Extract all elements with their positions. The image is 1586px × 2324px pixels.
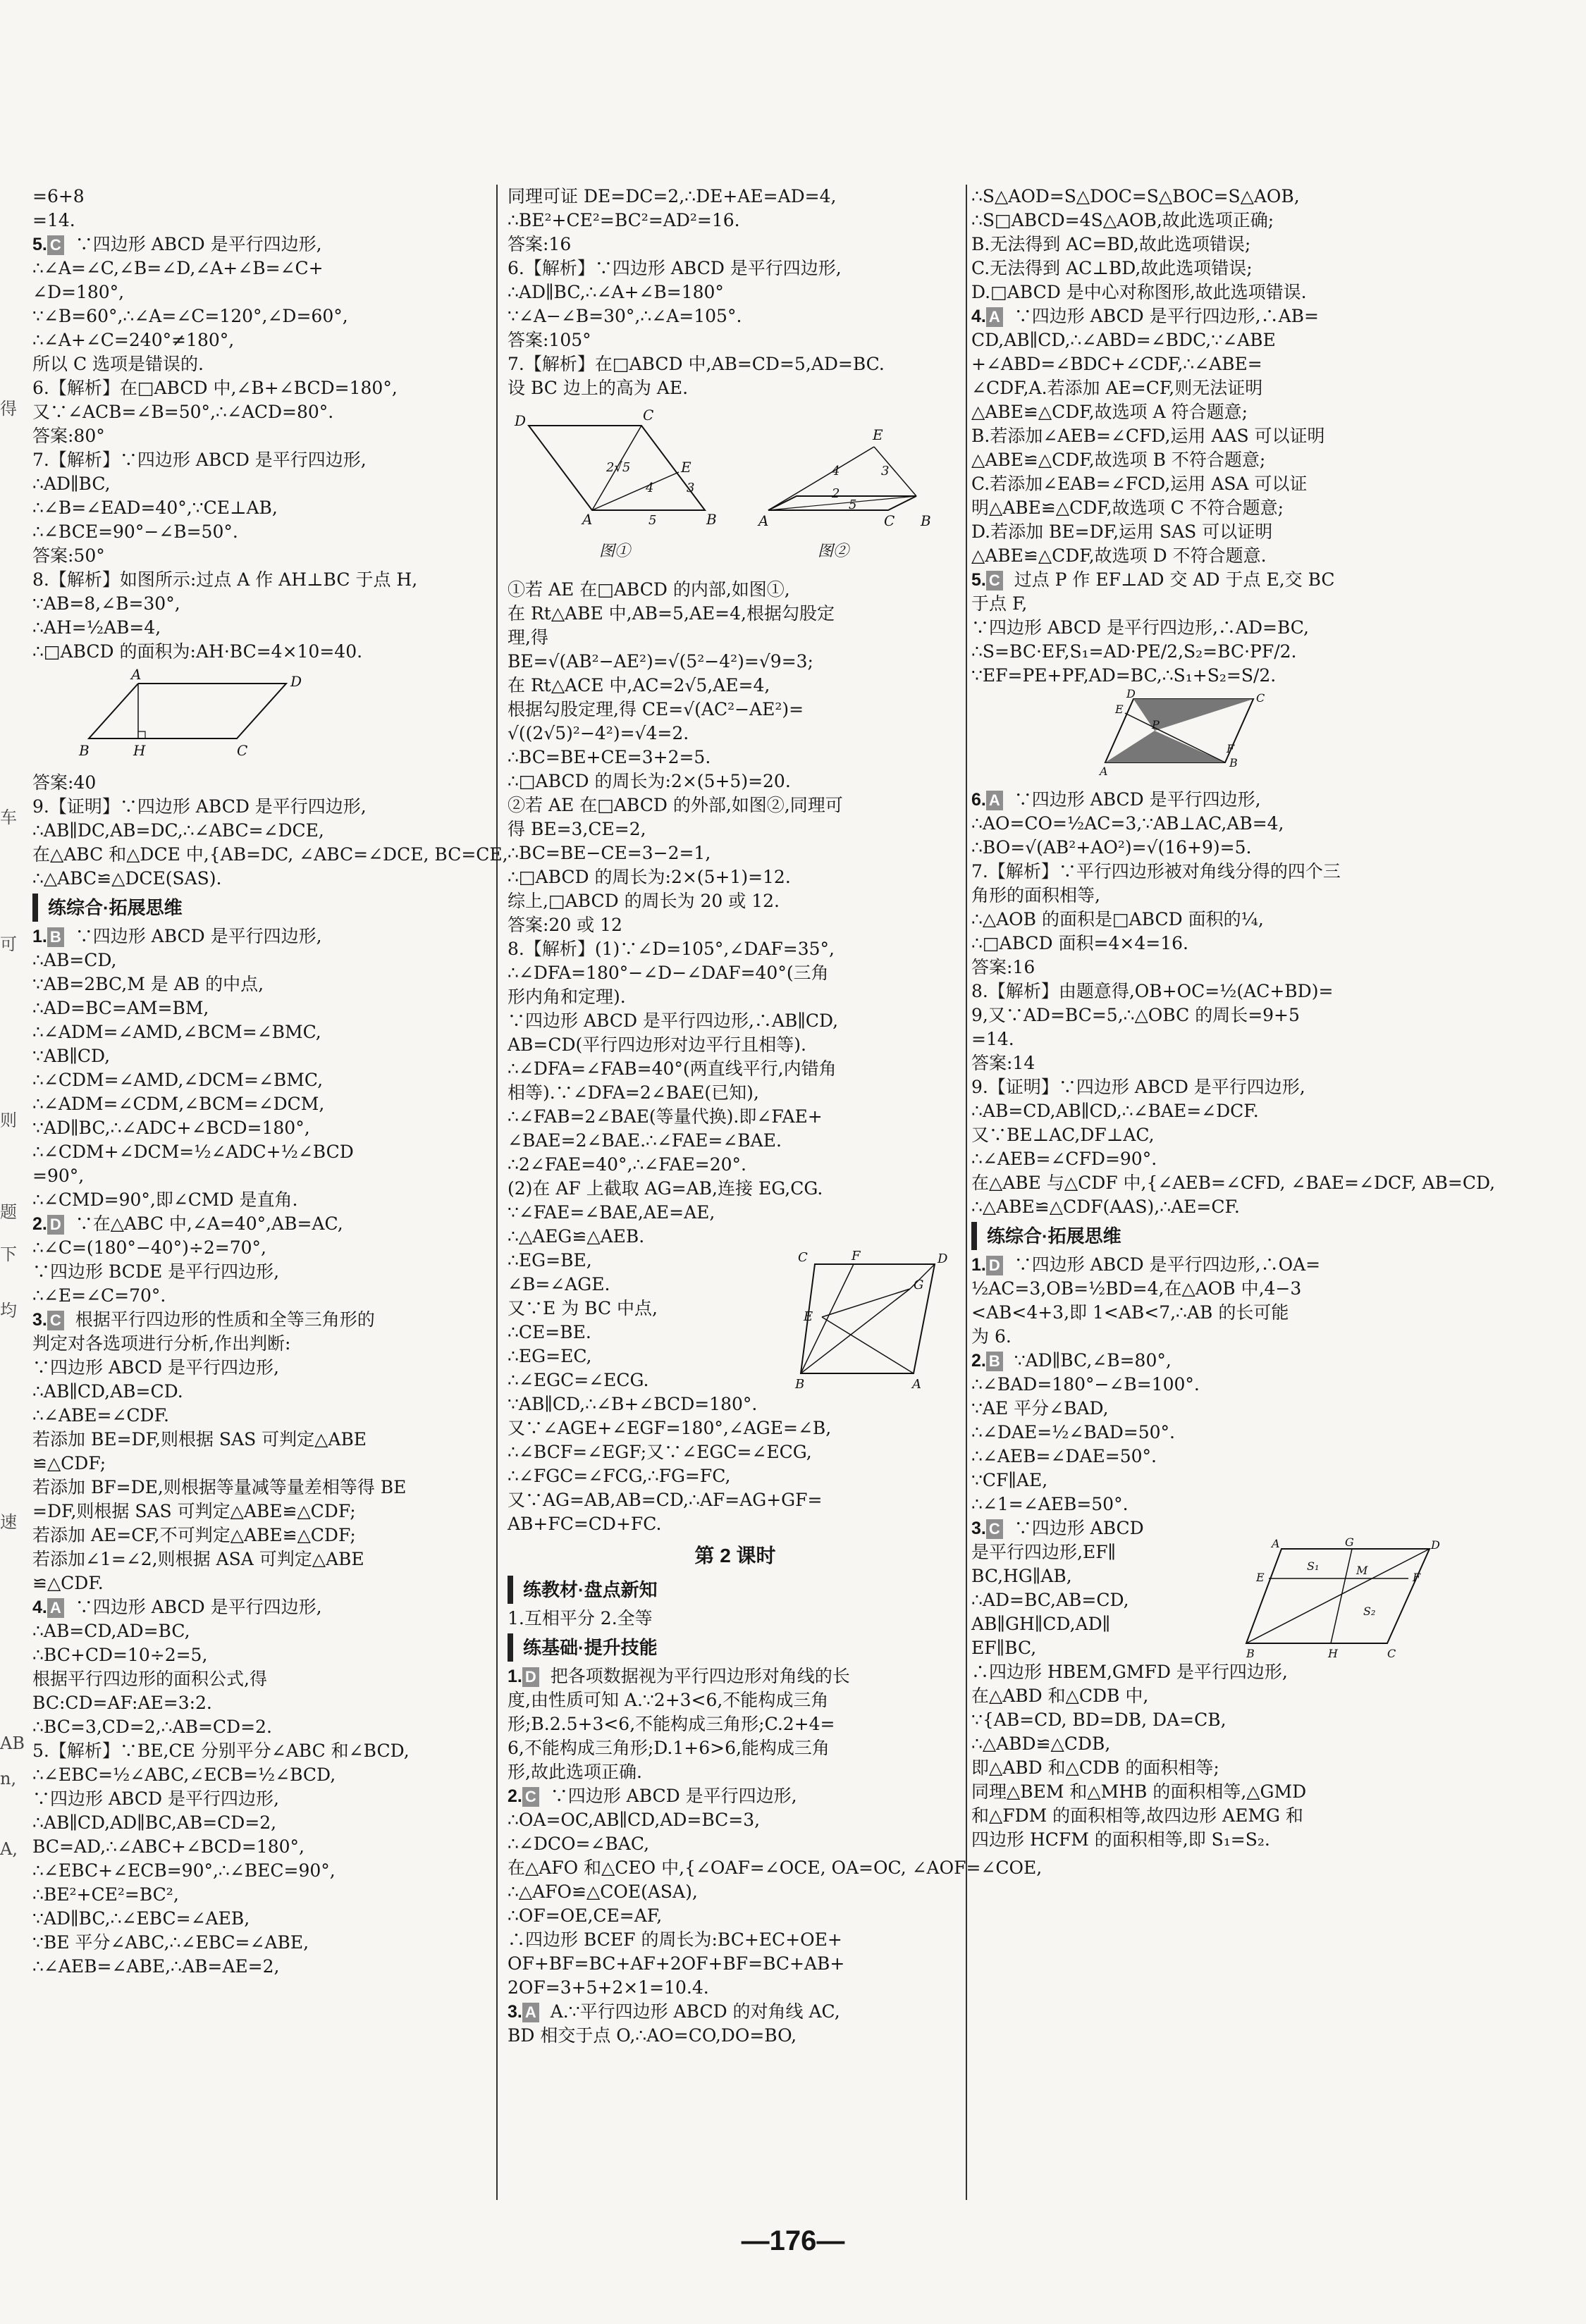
answer-line: B.若添加∠AEB=∠CFD,运用 AAS 可以证明 (971, 426, 1325, 446)
answer-line: 在 Rt△ABE 中,AB=5,AE=4,根据勾股定 (508, 603, 835, 624)
answer-line: 答案:16 (971, 957, 1035, 977)
answer-line: 2. D ∵在△ABC 中,∠A=40°,AB=AC, (32, 1213, 343, 1234)
answer-line: ∵四边形 ABCD 是平行四边形, (32, 1357, 279, 1378)
answer-line: 1. B ∵四边形 ABCD 是平行四边形, (32, 926, 322, 946)
answer-line: D.若添加 BE=DF,运用 SAS 可以证明 (971, 521, 1273, 542)
answer-line: ∴□ABCD 面积=4×4=16. (971, 933, 1188, 953)
answer-line: 判定对各选项进行分析,作出判断: (32, 1333, 291, 1354)
answer-line: ∴AB=CD, (32, 950, 117, 970)
svg-text:A: A (1272, 1537, 1280, 1550)
svg-text:4: 4 (832, 464, 840, 478)
answer-line: ∴四边形 HBEM,GMFD 是平行四边形, (971, 1662, 1288, 1682)
answer-line: ∴∠B=∠EAD=40°,∵CE⊥AB, (32, 497, 278, 518)
answer-line: OF+BF=BC+AF+2OF+BF=BC+AB+ (508, 1953, 845, 1974)
figure-q8-parallelogram (794, 1250, 963, 1391)
answer-line: △ABE≌△CDF,故选项 D 不符合题意. (971, 545, 1267, 566)
answer-line: 在△ABC 和△DCE 中,{AB=DC, ∠ABC=∠DCE, BC=CE, (32, 844, 508, 865)
answer-line: ∴AD=BC,AB=CD, (971, 1590, 1129, 1610)
answer-line: +∠ABD=∠BDC+∠CDF,∴∠ABE= (971, 354, 1262, 374)
answer-choice-badge: A (522, 2003, 539, 2022)
answer-line: ∴∠ADM=∠CDM,∠BCM=∠DCM, (32, 1094, 325, 1114)
answer-line: 理,得 (508, 627, 548, 648)
answer-line: ∴四边形 BCEF 的周长为:BC+EC+OE+ (508, 1929, 842, 1950)
answer-line: ∴∠FGC=∠FCG,∴FG=FC, (508, 1466, 731, 1486)
answer-line: ∴OA=OC,AB∥CD,AD=BC=3, (508, 1810, 761, 1830)
answer-line: EF∥BC, (971, 1638, 1037, 1658)
answer-line: 明△ABE≌△CDF,故选项 C 不符合题意; (971, 497, 1284, 518)
answer-line: ∴BE²+CE²=BC²=AD²=16. (508, 210, 740, 230)
answer-line: ∴△AOB 的面积是□ABCD 面积的¼, (971, 909, 1264, 929)
answer-line: 若添加 AE=CF,不可判定△ABE≌△CDF; (32, 1525, 356, 1545)
answer-line: ∵四边形 BCDE 是平行四边形, (32, 1261, 280, 1282)
svg-text:D: D (1126, 687, 1136, 700)
answer-line: 7.【解析】∵四边形 ABCD 是平行四边形, (32, 450, 367, 470)
svg-text:C: C (237, 742, 248, 759)
svg-text:B: B (795, 1377, 805, 1392)
answer-line: ∴AD∥BC, (32, 474, 111, 494)
svg-text:M: M (1356, 1564, 1368, 1577)
answer-line: 答案:14 (971, 1053, 1035, 1073)
answer-line: ∴□ABCD 的周长为:2×(5+1)=12. (508, 867, 791, 887)
answer-line: 在△ABD 和△CDB 中, (971, 1686, 1149, 1706)
edge-fragment: 车 (0, 808, 17, 827)
answer-line: ∵∠FAE=∠BAE,AE=AE, (508, 1202, 715, 1223)
answer-line: ∴∠A+∠C=240°≠180°, (32, 330, 235, 350)
answer-line: 8.【解析】由题意得,OB+OC=½(AC+BD)= (971, 981, 1334, 1001)
answer-line: 5. C 过点 P 作 EF⊥AD 交 AD 于点 E,交 BC (971, 569, 1335, 590)
answer-line: ∴AD∥BC,∴∠A+∠B=180° (508, 282, 724, 302)
svg-text:H: H (1328, 1647, 1338, 1660)
answer-line: 于点 F, (971, 593, 1028, 614)
answer-line: 若添加 BF=DE,则根据等量减等量差相等得 BE (32, 1477, 407, 1497)
answer-line: BC:CD=AF:AE=3:2. (32, 1693, 212, 1713)
answer-line: ∴△ABC≌△DCE(SAS). (32, 868, 222, 889)
answer-line: ∠BAE=2∠BAE.∴∠FAE=∠BAE. (508, 1130, 782, 1151)
answer-line: 7.【解析】∵平行四边形被对角线分得的四个三 (971, 861, 1341, 882)
svg-text:3: 3 (687, 481, 695, 495)
svg-text:D: D (290, 673, 302, 690)
answer-line: 又∵∠AGE+∠EGF=180°,∠AGE=∠B, (508, 1418, 832, 1438)
edge-fragment: A, (0, 1839, 18, 1859)
column-1 (32, 185, 508, 2211)
answer-line: 9,又∵AD=BC=5,∴△OBC 的周长=9+5 (971, 1005, 1300, 1025)
answer-line: <AB<4+3,即 1<AB<7,∴AB 的长可能 (971, 1302, 1289, 1323)
answer-line: 综上,□ABCD 的周长为 20 或 12. (508, 891, 780, 911)
svg-text:C: C (884, 512, 895, 529)
answer-line: ∴BO=√(AB²+AO²)=√(16+9)=5. (971, 837, 1252, 858)
edge-fragment: 速 (0, 1512, 17, 1532)
answer-line: 得 BE=3,CE=2, (508, 819, 646, 839)
answer-line: ∠CDF,A.若添加 AE=CF,则无法证明 (971, 378, 1263, 398)
column-divider (496, 185, 498, 2200)
answer-line: BC,HG∥AB, (971, 1566, 1072, 1586)
answer-line: 在 Rt△ACE 中,AC=2√5,AE=4, (508, 675, 770, 696)
answer-line: 2. C ∵四边形 ABCD 是平行四边形, (508, 1786, 797, 1806)
svg-text:3: 3 (881, 464, 890, 478)
edge-fragment: 得 (0, 399, 17, 419)
svg-text:D: D (515, 412, 527, 429)
edge-fragment: 则 (0, 1111, 17, 1130)
answer-line: ∴2∠FAE=40°,∴∠FAE=20°. (508, 1154, 746, 1175)
answer-line: =6+8 (32, 186, 85, 206)
answer-line: 角形的面积相等, (971, 885, 1100, 906)
figure-parallelogram-height (32, 668, 314, 767)
edge-fragment: 题 (0, 1202, 17, 1222)
answer-line: =14. (971, 1029, 1014, 1049)
svg-text:图②: 图② (818, 543, 849, 560)
answer-line: ∵{AB=CD, BD=DB, DA=CB, (971, 1710, 1227, 1730)
answer-line: ②若 AE 在□ABCD 的外部,如图②,同理可 (508, 795, 843, 815)
answer-line: ∵BE 平分∠ABC,∴∠EBC=∠ABE, (32, 1932, 309, 1953)
answer-line: BE=√(AB²−AE²)=√(5²−4²)=√9=3; (508, 651, 813, 672)
section-heading: 练综合·拓展思维 (971, 1222, 1437, 1250)
answer-line: 同理△BEM 和△MHB 的面积相等,△GMD (971, 1781, 1307, 1802)
answer-line: 根据勾股定理,得 CE=√(AC²−AE²)= (508, 699, 804, 719)
answer-line: 1. D ∵四边形 ABCD 是平行四边形,∴OA= (971, 1254, 1321, 1275)
answer-line: 3. C 根据平行四边形的性质和全等三角形的 (32, 1309, 375, 1330)
answer-line: 相等).∵∠DFA=2∠BAE(已知), (508, 1082, 759, 1103)
answer-line: 若添加∠1=∠2,则根据 ASA 可判定△ABE (32, 1549, 364, 1569)
answer-line: ∴△AFO≌△COE(ASA), (508, 1881, 698, 1902)
answer-line: 所以 C 选项是错误的. (32, 354, 204, 374)
answer-line: 即△ABD 和△CDB 的面积相等; (971, 1757, 1219, 1778)
answer-line: ∴S□ABCD=4S△AOB,故此选项正确; (971, 210, 1274, 230)
svg-text:C: C (1256, 691, 1265, 705)
svg-text:G: G (1345, 1535, 1354, 1549)
answer-line: ∠B=∠AGE. (508, 1274, 610, 1294)
answer-line: 又∵E 为 BC 中点, (508, 1298, 658, 1318)
answer-line: =90°, (32, 1166, 85, 1186)
answer-line: 1.互相平分 2.全等 (508, 1608, 653, 1628)
answer-line: ∵四边形 ABCD 是平行四边形,∴AB∥CD, (508, 1010, 839, 1031)
svg-text:D: D (938, 1251, 948, 1266)
svg-text:A: A (1100, 765, 1108, 778)
svg-text:A: A (131, 666, 142, 683)
answer-line: CD,AB∥CD,∴∠ABD=∠BDC,∵∠ABE (971, 330, 1276, 350)
answer-line: ∴S△AOD=S△DOC=S△BOC=S△AOB, (971, 186, 1300, 206)
answer-line: 9.【证明】∵四边形 ABCD 是平行四边形, (971, 1077, 1305, 1097)
svg-text:E: E (873, 426, 883, 443)
answer-line: ∴∠DFA=180°−∠D−∠DAF=40°(三角 (508, 963, 829, 983)
answer-line: ∴∠AEB=∠CFD=90°. (971, 1149, 1157, 1169)
answer-line: ∴∠AEB=∠DAE=50°. (971, 1446, 1157, 1466)
answer-line: ∴∠EBC+∠ECB=90°,∴∠BEC=90°, (32, 1860, 336, 1881)
answer-line: 4. A ∵四边形 ABCD 是平行四边形,∴AB= (971, 306, 1319, 326)
answer-line: ∵AB=8,∠B=30°, (32, 593, 180, 614)
answer-line: 答案:50° (32, 545, 105, 566)
svg-text:F: F (1413, 1571, 1421, 1584)
answer-choice-badge: C (522, 1787, 539, 1807)
answer-line: ∴∠E=∠C=70°. (32, 1285, 166, 1306)
answer-line: ∵四边形 ABCD 是平行四边形,∴AD=BC, (971, 617, 1309, 638)
answer-line: 3. C ∵四边形 ABCD (971, 1518, 1144, 1538)
answer-line: ∴∠BAD=180°−∠B=100°. (971, 1374, 1200, 1395)
answer-line: ∴∠DFA=∠FAB=40°(两直线平行,内错角 (508, 1058, 837, 1079)
answer-line: ∴AB∥CD,AD∥BC,AB=CD=2, (32, 1812, 277, 1833)
answer-line: ∴∠A=∠C,∠B=∠D,∠A+∠B=∠C+ (32, 258, 324, 278)
svg-text:4: 4 (646, 481, 654, 495)
svg-text:C: C (643, 407, 654, 424)
answer-line: ∴∠1=∠AEB=50°. (971, 1494, 1129, 1514)
svg-text:H: H (133, 742, 146, 759)
answer-line: 6,不能构成三角形;D.1+6>6,能构成三角 (508, 1738, 830, 1758)
answer-line: 2. B ∵AD∥BC,∠B=80°, (971, 1350, 1172, 1371)
answer-line: ∴△AEG≌△AEB. (508, 1226, 645, 1247)
svg-text:5: 5 (849, 497, 857, 512)
edge-fragment: 可 (0, 934, 17, 954)
answer-line: 又∵AG=AB,AB=CD,∴AF=AG+GF= (508, 1490, 823, 1510)
lesson-title: 第 2 课时 (694, 1545, 776, 1566)
section-heading: 练教材·盘点新知 (508, 1576, 963, 1604)
answer-line: 8.【解析】如图所示:过点 A 作 AH⊥BC 于点 H, (32, 569, 418, 590)
answer-line: ∴OF=OE,CE=AF, (508, 1905, 663, 1926)
answer-line: 四边形 HCFM 的面积相等,即 S₁=S₂. (971, 1829, 1270, 1850)
answer-line: ∴∠BCE=90°−∠B=50°. (32, 521, 238, 542)
answer-line: ∵AB∥CD, (32, 1046, 111, 1066)
answer-line: ∴□ABCD 的周长为:2×(5+5)=20. (508, 771, 791, 791)
answer-line: ∴∠FAB=2∠BAE(等量代换).即∠FAE+ (508, 1106, 823, 1127)
edge-fragment: 下 (0, 1244, 17, 1264)
answer-line: 答案:20 或 12 (508, 915, 622, 935)
answer-line: 9.【证明】∵四边形 ABCD 是平行四边形, (32, 796, 367, 817)
answer-line: ∠D=180°, (32, 282, 125, 302)
answer-line: √((2√5)²−4²)=√4=2. (508, 723, 689, 743)
svg-text:B: B (79, 742, 90, 759)
svg-text:S₂: S₂ (1363, 1605, 1376, 1618)
answer-choice-badge: B (986, 1352, 1003, 1371)
answer-line: C.无法得到 AC⊥BD,故此选项错误; (971, 258, 1253, 278)
answer-choice-badge: B (47, 927, 64, 947)
answer-choice-badge: A (986, 307, 1003, 327)
answer-line: ∴CE=BE. (508, 1322, 591, 1342)
answer-line: 1. D 把各项数据视为平行四边形对角线的长 (508, 1666, 850, 1686)
svg-text:S₁: S₁ (1307, 1559, 1320, 1573)
answer-line: ∴∠EBC=½∠ABC,∠ECB=½∠BCD, (32, 1764, 336, 1785)
svg-text:C: C (1387, 1647, 1396, 1660)
answer-line: 又∵∠ACB=∠B=50°,∴∠ACD=80°. (32, 402, 334, 422)
answer-line: ∴EG=BE, (508, 1250, 592, 1271)
answer-choice-badge: A (986, 791, 1003, 810)
answer-line: ∵EF=PE+PF,AD=BC,∴S₁+S₂=S/2. (971, 665, 1277, 686)
svg-text:5: 5 (648, 513, 657, 528)
answer-line: ∴∠CDM=∠AMD,∠DCM=∠BMC, (32, 1070, 324, 1090)
answer-line: ∵∠A−∠B=30°,∴∠A=105°. (508, 306, 742, 326)
answer-line: ½AC=3,OB=½BD=4,在△AOB 中,4−3 (971, 1278, 1302, 1299)
answer-choice-badge: C (47, 1311, 64, 1330)
answer-line: ≌△CDF; (32, 1453, 106, 1473)
answer-choice-badge: C (986, 1519, 1003, 1539)
answer-line: ∴△ABD≌△CDB, (971, 1733, 1111, 1754)
answer-line: △ABE≌△CDF,故选项 B 不符合题意; (971, 450, 1266, 470)
answer-choice-badge: D (522, 1667, 539, 1687)
column-divider (966, 185, 967, 2200)
answer-line: ∴AB=CD,AD=BC, (32, 1621, 190, 1641)
answer-line: ∵∠B=60°,∴∠A=∠C=120°,∠D=60°, (32, 306, 348, 326)
svg-text:G: G (914, 1278, 924, 1292)
answer-line: ∴BE²+CE²=BC², (32, 1884, 179, 1905)
answer-line: 6.【解析】在□ABCD 中,∠B+∠BCD=180°, (32, 378, 398, 398)
answer-line: 答案:16 (508, 234, 572, 254)
answer-line: 3. A A.∵平行四边形 ABCD 的对角线 AC, (508, 2001, 840, 2022)
svg-text:B: B (921, 512, 931, 529)
answer-line: ∴△ABE≌△CDF(AAS),∴AE=CF. (971, 1197, 1240, 1217)
answer-line: ∴AB∥DC,AB=DC,∴∠ABC=∠DCE, (32, 820, 324, 841)
svg-text:E: E (1115, 703, 1124, 716)
figure-s1-s2 (1246, 1535, 1440, 1664)
answer-line: 形;B.2.5+3<6,不能构成三角形;C.2+4= (508, 1714, 835, 1734)
answer-line: 在△ABE 与△CDF 中,{∠AEB=∠CFD, ∠BAE=∠DCF, AB=CD, (971, 1173, 1496, 1193)
answer-line: BD 相交于点 O,∴AO=CO,DO=BO, (508, 2025, 797, 2046)
answer-line: 答案:40 (32, 772, 97, 793)
answer-line: 同理可证 DE=DC=2,∴DE+AE=AD=4, (508, 186, 837, 206)
answer-line: (2)在 AF 上截取 AG=AB,连接 EG,CG. (508, 1178, 823, 1199)
answer-line: ∴AB=CD,AB∥CD,∴∠BAE=∠DCF. (971, 1101, 1259, 1121)
page-number: —176— (741, 2225, 845, 2256)
answer-choice-badge: C (47, 235, 64, 255)
answer-line: 是平行四边形,EF∥ (971, 1542, 1117, 1562)
answer-line: ∴AB∥CD,AB=CD. (32, 1381, 183, 1402)
svg-text:E: E (681, 459, 691, 476)
answer-line: C.若添加∠EAB=∠FCD,运用 ASA 可以证 (971, 474, 1308, 494)
svg-text:2: 2 (832, 486, 840, 501)
answer-line: 6.【解析】∵四边形 ABCD 是平行四边形, (508, 258, 842, 278)
svg-text:E: E (804, 1309, 813, 1324)
answer-line: 设 BC 边上的高为 AE. (508, 378, 689, 398)
answer-line: 若添加 BE=DF,则根据 SAS 可判定△ABE (32, 1429, 367, 1450)
svg-text:P: P (1152, 718, 1160, 731)
answer-line: ∵CF∥AE, (971, 1470, 1048, 1490)
figure-shaded-parallelogram (1098, 687, 1281, 784)
svg-text:F: F (852, 1249, 861, 1263)
answer-choice-badge: D (47, 1215, 64, 1235)
answer-line: 5. C ∵四边形 ABCD 是平行四边形, (32, 234, 322, 254)
column-3 (971, 185, 1496, 2211)
answer-line: ∴∠DAE=½∠BAD=50°. (971, 1422, 1176, 1442)
answer-line: 在△AFO 和△CEO 中,{∠OAF=∠OCE, OA=OC, ∠AOF=∠COE, (508, 1858, 1043, 1878)
answer-line: 5.【解析】∵BE,CE 分别平分∠ABC 和∠BCD, (32, 1741, 410, 1761)
answer-line: ∴∠CDM+∠DCM=½∠ADC+½∠BCD (32, 1142, 354, 1162)
svg-text:B: B (706, 511, 717, 528)
answer-line: AB=CD(平行四边形对边平行且相等). (508, 1034, 807, 1055)
answer-line: 为 6. (971, 1326, 1012, 1347)
answer-line: ∴BC+CD=10÷2=5, (32, 1645, 208, 1665)
section-heading: 练基础·提升技能 (508, 1633, 963, 1662)
edge-fragment: n, (0, 1769, 17, 1788)
answer-line: B.无法得到 AC=BD,故此选项错误; (971, 234, 1251, 254)
answer-choice-badge: A (47, 1598, 64, 1618)
answer-line: ∴∠EGC=∠ECG. (508, 1370, 649, 1390)
answer-line: ∵AD∥BC,∴∠EBC=∠AEB, (32, 1908, 250, 1929)
answer-line: ≌△CDF. (32, 1573, 104, 1593)
answer-line: △ABE≌△CDF,故选项 A 符合题意; (971, 402, 1248, 422)
answer-line: ∵AB∥CD,∴∠B+∠BCD=180°. (508, 1394, 758, 1414)
answer-line: ∴AD=BC=AM=BM, (32, 998, 209, 1018)
svg-text:A: A (758, 512, 769, 529)
figure-two-cases (508, 404, 945, 574)
answer-choice-badge: D (986, 1256, 1003, 1275)
answer-line: ∴AH=½AB=4, (32, 617, 161, 638)
section-heading: 练综合·拓展思维 (32, 894, 493, 922)
answer-line: ∴S=BC·EF,S₁=AD·PE/2,S₂=BC·PF/2. (971, 641, 1297, 662)
answer-line: ∴BC=3,CD=2,∴AB=CD=2. (32, 1717, 272, 1737)
svg-text:F: F (1227, 742, 1235, 755)
answer-line: 和△FDM 的面积相等,故四边形 AEMG 和 (971, 1805, 1303, 1826)
answer-line: ∵AE 平分∠BAD, (971, 1398, 1109, 1418)
answer-line: BC=AD,∴∠ABC+∠BCD=180°, (32, 1836, 305, 1857)
edge-fragment: 均 (0, 1301, 17, 1321)
answer-line: ∴∠AEB=∠ABE,∴AB=AE=2, (32, 1956, 280, 1977)
answer-line: ∴BC=BE+CE=3+2=5. (508, 747, 711, 767)
answer-line: ∴∠DCO=∠BAC, (508, 1834, 650, 1854)
answer-line: ∴BC=BE−CE=3−2=1, (508, 843, 711, 863)
answer-line: 答案:80° (32, 426, 105, 446)
answer-line: 6. A ∵四边形 ABCD 是平行四边形, (971, 789, 1261, 810)
answer-line: 2OF=3+5+2×1=10.4. (508, 1977, 709, 1998)
answer-line: 答案:105° (508, 330, 591, 350)
svg-text:A: A (582, 511, 593, 528)
answer-line: ∴∠BCF=∠EGF;又∵∠EGC=∠ECG, (508, 1442, 812, 1462)
answer-line: ∵四边形 ABCD 是平行四边形, (32, 1788, 279, 1809)
svg-text:A: A (912, 1377, 921, 1392)
svg-text:2√5: 2√5 (606, 460, 631, 475)
answer-line: 8.【解析】(1)∵∠D=105°,∠DAF=35°, (508, 939, 835, 959)
answer-line: =14. (32, 210, 75, 230)
answer-line: ∴AO=CO=½AC=3,∵AB⊥AC,AB=4, (971, 813, 1284, 834)
svg-text:图①: 图① (599, 543, 631, 560)
svg-text:E: E (1256, 1571, 1265, 1584)
answer-line: ∴EG=EC, (508, 1346, 592, 1366)
answer-line: D.□ABCD 是中心对称图形,故此选项错误. (971, 282, 1307, 302)
answer-line: 4. A ∵四边形 ABCD 是平行四边形, (32, 1597, 322, 1617)
answer-line: ∵AD∥BC,∴∠ADC+∠BCD=180°, (32, 1118, 310, 1138)
svg-text:D: D (1431, 1538, 1440, 1552)
edge-fragment: AB (0, 1733, 25, 1753)
svg-text:B: B (1229, 756, 1238, 769)
answer-line: 形内角和定理). (508, 987, 626, 1007)
answer-line: 又∵BE⊥AC,DF⊥AC, (971, 1125, 1155, 1145)
answer-line: ∴□ABCD 的面积为:AH·BC=4×10=40. (32, 641, 363, 662)
answer-line: ∴∠ABE=∠CDF. (32, 1405, 169, 1426)
answer-line: AB∥GH∥CD,AD∥ (971, 1614, 1111, 1634)
answer-line: ∴∠ADM=∠AMD,∠BCM=∠BMC, (32, 1022, 321, 1042)
answer-line: 根据平行四边形的面积公式,得 (32, 1669, 267, 1689)
answer-line: 形,故此选项正确. (508, 1762, 642, 1782)
svg-text:C: C (798, 1250, 808, 1265)
answer-line: AB+FC=CD+FC. (508, 1514, 662, 1534)
answer-line: 度,由性质可知 A.∵2+3<6,不能构成三角 (508, 1690, 829, 1710)
answer-line: ∴∠C=(180°−40°)÷2=70°, (32, 1237, 266, 1258)
answer-line: 7.【解析】在□ABCD 中,AB=CD=5,AD=BC. (508, 354, 885, 374)
answer-line: ∵AB=2BC,M 是 AB 的中点, (32, 974, 264, 994)
answer-choice-badge: C (986, 571, 1003, 591)
answer-line: ①若 AE 在□ABCD 的内部,如图①, (508, 579, 790, 600)
svg-text:B: B (1246, 1647, 1255, 1660)
answer-line: =DF,则根据 SAS 可判定△ABE≌△CDF; (32, 1501, 356, 1521)
answer-line: ∴∠CMD=90°,即∠CMD 是直角. (32, 1189, 298, 1210)
